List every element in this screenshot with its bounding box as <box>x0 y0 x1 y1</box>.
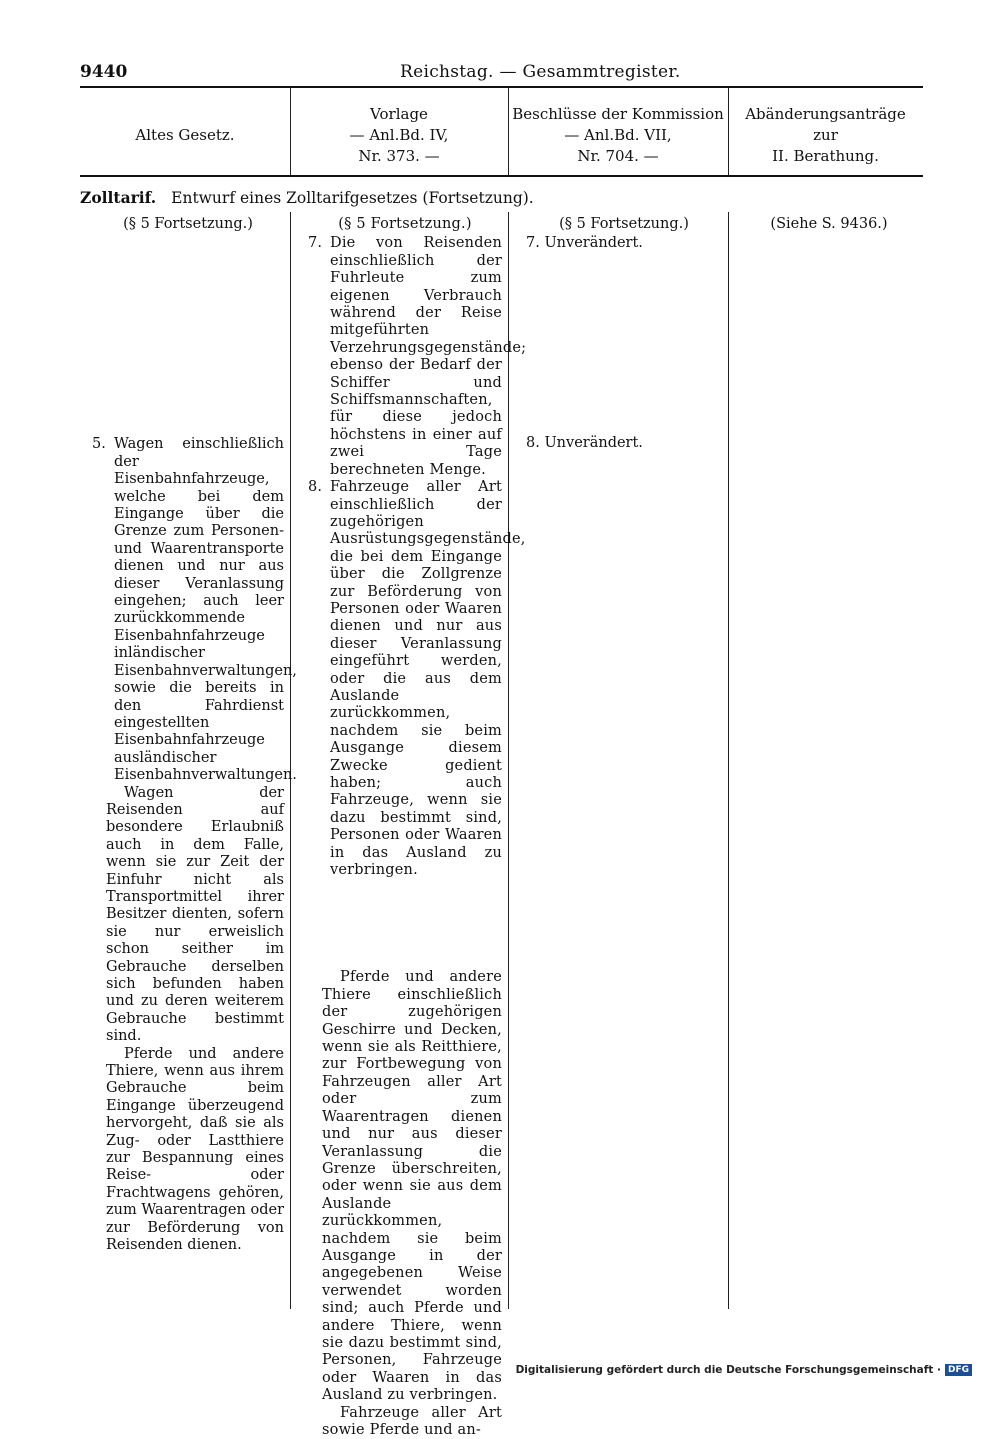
column-divider <box>728 212 729 1309</box>
column-commission <box>526 216 722 452</box>
column-divider <box>290 88 291 175</box>
column-proposal <box>308 216 527 1439</box>
paragraph-text: Die von Reisenden einschließlich der Fuhrleute zum eigenen Verbrauch während der Reise mitgeführten Verzehrungsgegenstände; ebenso der Bedarf der Schiffer und Schiffsmannschaften, für diese jedoch höchstens in einer auf zwei Tage berechneten Menge. <box>330 235 527 478</box>
paragraph-7-unchanged: 7. Unverändert. <box>526 235 643 252</box>
column-divider <box>508 88 509 175</box>
column-header-proposal <box>290 100 508 170</box>
column-header-line: zur <box>813 125 838 144</box>
paragraph-wagen-der-reisenden: Wagen der Reisenden auf besondere Erlaubniß auch in dem Falle, wenn sie zur Zeit der Einfuhr nicht als Transportmittel ihrer Besitzer dienten, sofern sie nur erweislich schon seither im Gebrauche derselben sich befunden haben und zu deren weiterem Gebrauche bestimmt sind. <box>106 784 284 1045</box>
column-header-line: — Anl.Bd. VII, <box>564 125 672 144</box>
paragraph-8 <box>308 479 526 879</box>
section-label: Zolltarif. <box>80 188 157 207</box>
column-header-line: Beschlüsse der Kommission <box>512 104 724 123</box>
header-rule-bottom <box>80 175 923 177</box>
paragraph-5 <box>92 436 297 784</box>
paragraph-7 <box>308 235 527 479</box>
running-title: Reichstag. — Gesammtregister. <box>400 62 681 82</box>
column-header-commission <box>508 100 728 170</box>
column-header-line: Nr. 704. — <box>577 146 659 165</box>
column-amendments <box>744 216 914 235</box>
section-heading: Entwurf eines Zolltarifgesetzes (Fortsetzung). <box>171 189 534 207</box>
footer-text: Digitalisierung gefördert durch die Deutsche Forschungsgemeinschaft · <box>515 1364 941 1376</box>
paragraph-8-unchanged: 8. Unverändert. <box>526 434 643 451</box>
column-header-line: Abänderungsanträge <box>745 104 906 123</box>
column-header-line: — Anl.Bd. IV, <box>349 125 449 144</box>
column-header-amendments <box>728 100 923 170</box>
continuation-note: (§ 5 Fortsetzung.) <box>123 216 253 232</box>
section-title <box>80 188 534 207</box>
continuation-note: (§ 5 Fortsetzung.) <box>338 216 472 232</box>
column-header-line: Altes Gesetz. <box>135 125 235 144</box>
column-divider <box>728 88 729 175</box>
continuation-note: (§ 5 Fortsetzung.) <box>559 216 689 232</box>
column-header-line: II. Berathung. <box>772 146 879 165</box>
page-number: 9440 <box>80 62 128 82</box>
paragraph-fahrzeuge: Fahrzeuge aller Art sowie Pferde und an- <box>322 1404 502 1438</box>
column-divider <box>290 212 291 1309</box>
paragraph-text: Fahrzeuge aller Art einschließlich der zugehörigen Ausrüstungsgegenstände, die bei dem Eingange über die Zollgrenze zur Beförderung von Personen oder Waaren dienen und nur aus dieser Veranlassung eingeführt werden, oder die aus dem Auslande zurückkommen, nachdem sie beim Ausgange diesem Zwecke gedient haben; auch Fahrzeuge, wenn sie dazu bestimmt sind, Personen oder Waaren in das Ausland zu verbringen. <box>330 479 526 879</box>
paragraph-pferde: Pferde und andere Thiere einschließlich der zugehörigen Geschirre und Decken, wenn sie als Reitthiere, zur Fortbewegung von Fahrzeugen aller Art oder zum Waarentragen dienen und nur aus dieser Veranlassung die Grenze überschreiten, oder wenn sie aus dem Auslande zurückkommen, nachdem sie beim Ausgange in der angegebenen Weise verwendet worden sind; auch Pferde und andere Thiere, wenn sie dazu bestimmt sind, Personen, Fahrzeuge oder Waaren in das Ausland zu verbringen. <box>322 969 502 1404</box>
paragraph-number: 5. <box>92 436 106 453</box>
header-rule-top <box>80 86 923 88</box>
dfg-logo-icon: DFG <box>945 1364 972 1376</box>
cross-reference: (Siehe S. 9436.) <box>770 216 888 232</box>
column-divider <box>508 212 509 1309</box>
column-header-old-law <box>80 100 290 170</box>
footer-attribution <box>516 1364 972 1376</box>
paragraph-number: 8. <box>308 479 323 496</box>
column-header-line: Vorlage <box>370 104 428 123</box>
column-header-line: Nr. 373. — <box>358 146 440 165</box>
column-old-law <box>92 216 297 1255</box>
paragraph-pferde: Pferde und andere Thiere, wenn aus ihrem Gebrauche beim Eingange überzeugend hervorgeht, daß sie als Zug- oder Lastthiere zur Bespannung eines Reise- oder Frachtwagens gehören, zum Waarentragen oder zur Beförderung von Reisenden dienen. <box>106 1045 284 1254</box>
paragraph-text: Wagen einschließlich der Eisenbahnfahrzeuge, welche bei dem Eingange über die Grenze zum Personen- und Waarentransporte dienen und nur aus dieser Veranlassung eingehen; auch leer zurückkommende Eisenbahnfahrzeuge inländischer Eisenbahnverwaltungen, sowie die bereits in den Fahrdienst eingestellten Eisenbahnfahrzeuge ausländischer Eisenbahnverwaltungen. <box>114 436 297 784</box>
paragraph-number: 7. <box>308 235 323 252</box>
